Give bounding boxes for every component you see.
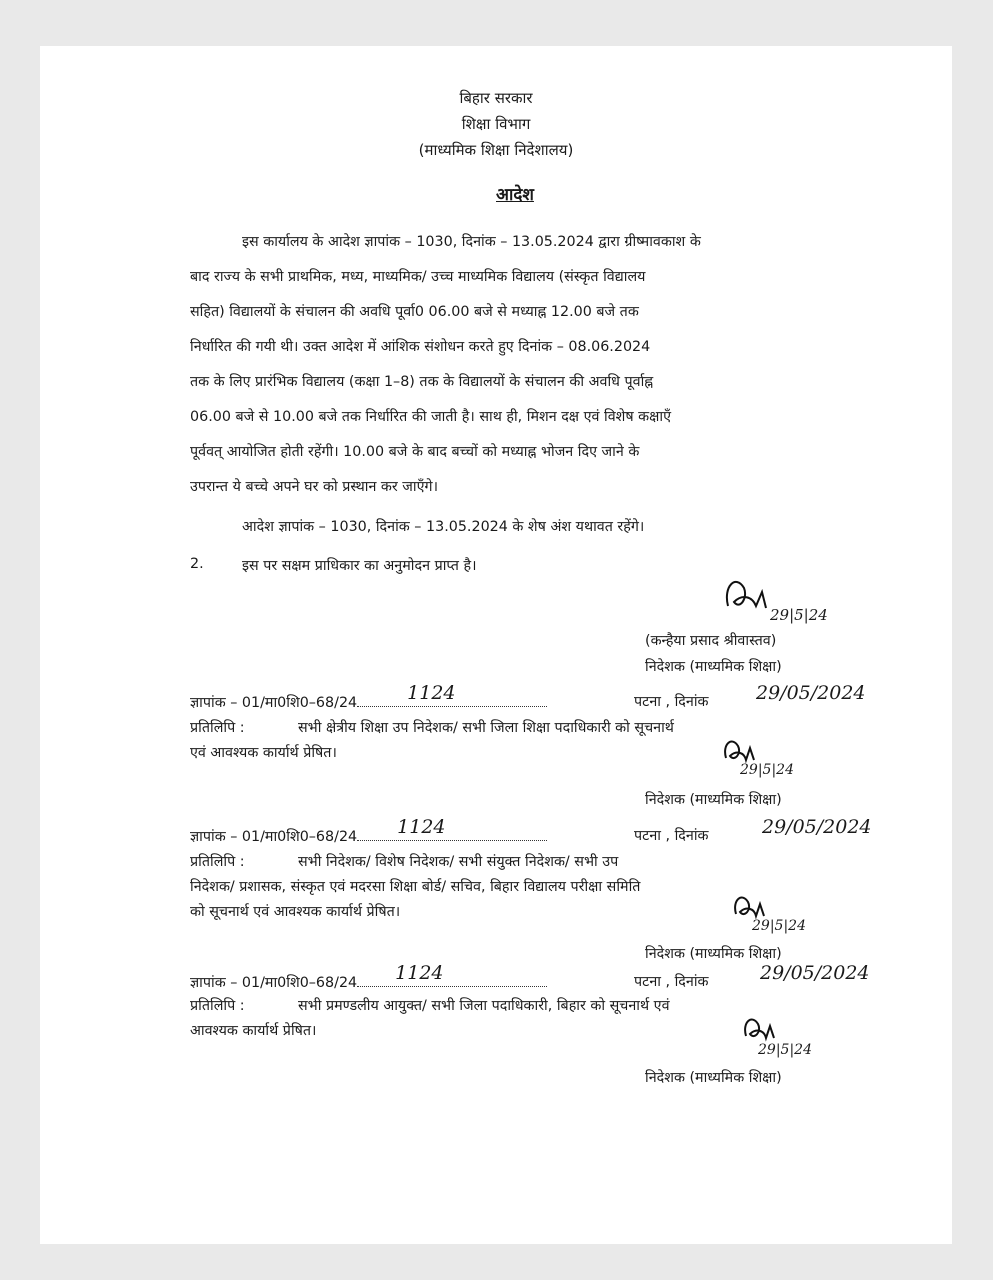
cc-line-1-1: सभी क्षेत्रीय शिक्षा उप निदेशक/ सभी जिला शिक्षा पदाधिकारी को सूचनार्थ — [298, 720, 674, 736]
cc-label-3: प्रतिलिपि : — [190, 998, 245, 1014]
designation-1: निदेशक (माध्यमिक शिक्षा) — [645, 792, 782, 808]
header-directorate: (माध्यमिक शिक्षा निदेशालय) — [418, 141, 574, 159]
body-line-5: तक के लिए प्रारंभिक विद्यालय (कक्षा 1–8) तक के विद्यालयों के संचालन की अवधि पूर्वाह्न — [190, 374, 654, 390]
header-govt: बिहार सरकार — [459, 89, 533, 107]
cc-line-2-1: सभी निदेशक/ विशेष निदेशक/ सभी संयुक्त निदेशक/ सभी उप — [298, 854, 619, 870]
signatory-name: (कन्हैया प्रसाद श्रीवास्तव) — [645, 633, 777, 649]
cc-line-2-2: निदेशक/ प्रशासक, संस्कृत एवं मदरसा शिक्षा बोर्ड/ सचिव, बिहार विद्यालय परीक्षा समिति — [190, 879, 641, 895]
cc-label-2: प्रतिलिपि : — [190, 854, 245, 870]
cc-line-3-2: आवश्यक कार्यार्थ प्रेषित। — [190, 1023, 317, 1039]
body-line-3: सहित) विद्यालयों के संचालन की अवधि पूर्वा0 06.00 बजे से मध्याह्न 12.00 बजे तक — [190, 304, 639, 320]
designation-3: निदेशक (माध्यमिक शिक्षा) — [645, 1070, 782, 1086]
cc-line-2-3: को सूचनार्थ एवं आवश्यक कार्यार्थ प्रेषित। — [190, 904, 401, 920]
memo-handwritten-number: 1124 — [407, 682, 456, 704]
memo-number-3 — [190, 962, 547, 992]
handwritten-date-3: 29/05/2024 — [760, 962, 870, 984]
memo-fill-line — [357, 682, 547, 707]
memo-prefix: ज्ञापांक – 01/मा0शि0–68/24 — [190, 975, 358, 991]
signatory-designation: निदेशक (माध्यमिक शिक्षा) — [645, 659, 782, 675]
memo-handwritten-number: 1124 — [395, 962, 444, 984]
cc-line-1-2: एवं आवश्यक कार्यार्थ प्रेषित। — [190, 745, 337, 761]
place-date-2: पटना , दिनांक — [634, 828, 709, 844]
body-line-6: 06.00 बजे से 10.00 बजे तक निर्धारित की जाती है। साथ ही, मिशन दक्ष एवं विशेष कक्षाएँ — [190, 409, 672, 425]
memo-fill-line — [357, 816, 547, 841]
cc-line-3-1: सभी प्रमण्डलीय आयुक्त/ सभी जिला पदाधिकारी, बिहार को सूचनार्थ एवं — [298, 998, 670, 1014]
designation-2: निदेशक (माध्यमिक शिक्षा) — [645, 946, 782, 962]
place-date-3: पटना , दिनांक — [634, 974, 709, 990]
closing-line: आदेश ज्ञापांक – 1030, दिनांक – 13.05.2024 के शेष अंश यथावत रहेंगे। — [242, 519, 645, 535]
memo-handwritten-number: 1124 — [397, 816, 446, 838]
body-line-1: इस कार्यालय के आदेश ज्ञापांक – 1030, दिनांक – 13.05.2024 द्वारा ग्रीष्मावकाश के — [242, 234, 701, 250]
body-line-8: उपरान्त ये बच्चे अपने घर को प्रस्थान कर जाएँगे। — [190, 479, 438, 495]
signature-date-3: 29|5|24 — [758, 1042, 812, 1058]
memo-fill-line — [357, 962, 547, 987]
body-line-4: निर्धारित की गयी थी। उक्त आदेश में आंशिक संशोधन करते हुए दिनांक – 08.06.2024 — [190, 339, 651, 355]
place-date-1 — [634, 692, 709, 711]
handwritten-date-1: 29/05/2024 — [756, 682, 866, 704]
body-line-7: पूर्ववत् आयोजित होती रहेंगी। 10.00 बजे के बाद बच्चों को मध्याह्न भोजन दिए जाने के — [190, 444, 640, 460]
memo-number-2 — [190, 816, 547, 846]
point-2-text: इस पर सक्षम प्राधिकार का अनुमोदन प्राप्त है। — [242, 558, 477, 574]
point-2-number: 2. — [190, 556, 204, 572]
signature-date: 29|5|24 — [770, 606, 828, 624]
signature-date-1: 29|5|24 — [740, 762, 794, 778]
place-date-label: पटना , दिनांक — [634, 694, 709, 710]
handwritten-date-2: 29/05/2024 — [762, 816, 872, 838]
document-page — [40, 46, 952, 1244]
memo-prefix: ज्ञापांक – 01/मा0शि0–68/24 — [190, 829, 358, 845]
memo-prefix: ज्ञापांक – 01/मा0शि0–68/24 — [190, 695, 358, 711]
document-title: आदेश — [496, 185, 534, 205]
memo-number-1 — [190, 682, 547, 712]
signature-date-2: 29|5|24 — [752, 918, 806, 934]
header-department: शिक्षा विभाग — [461, 115, 531, 133]
cc-label-1: प्रतिलिपि : — [190, 720, 245, 736]
body-line-2: बाद राज्य के सभी प्राथमिक, मध्य, माध्यमिक/ उच्च माध्यमिक विद्यालय (संस्कृत विद्यालय — [190, 269, 646, 285]
